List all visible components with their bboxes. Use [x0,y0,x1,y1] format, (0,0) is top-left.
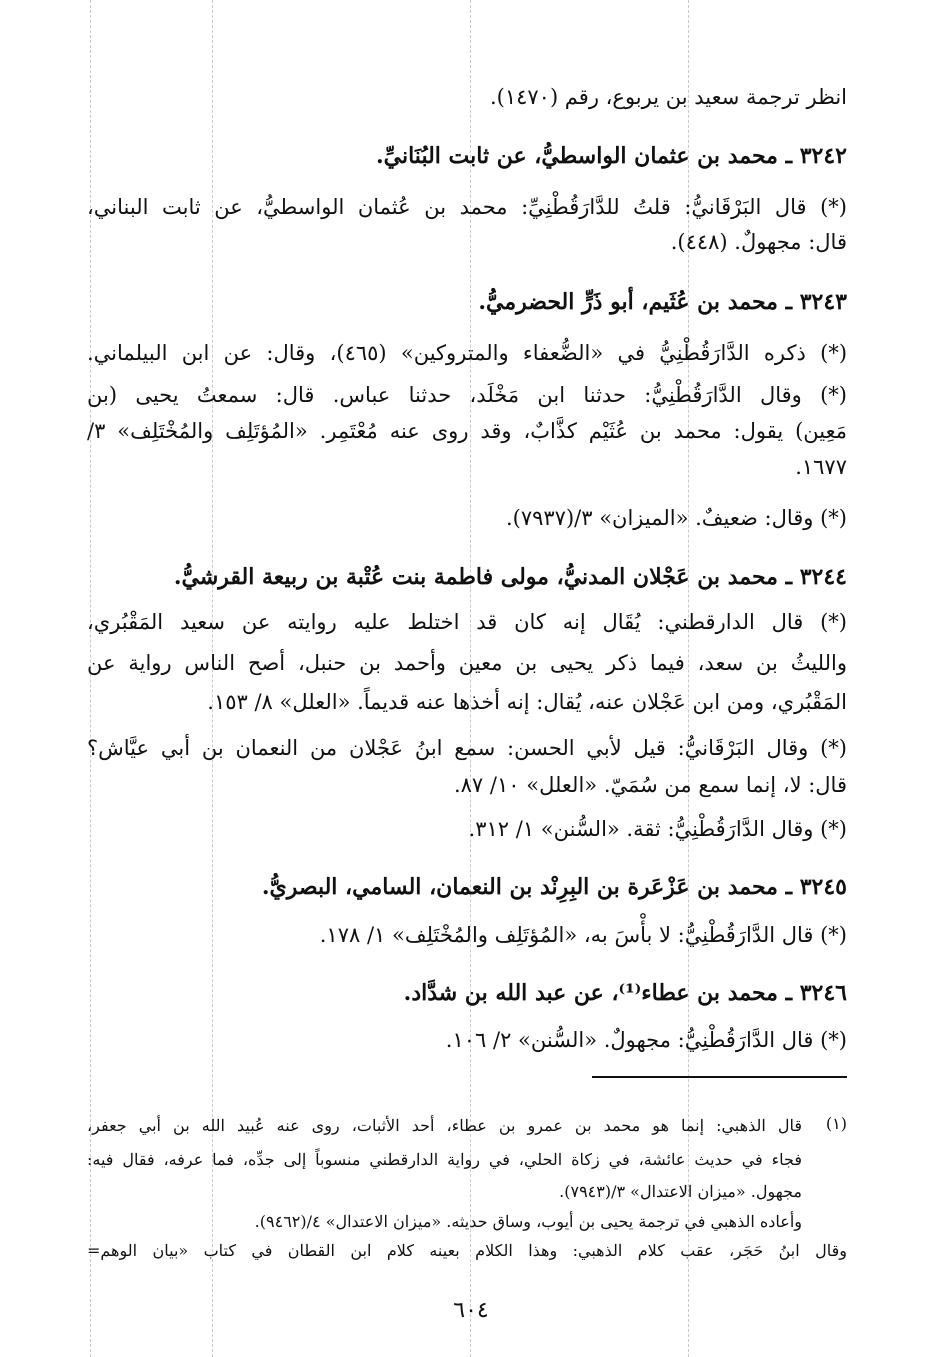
text-line: (*) ذكره الدَّارَقُطْنِيُّ في «الضُّعفاء والمتروكين» (٤٦٥)، وقال: عن ابن البيلماني. [87,341,848,365]
text-line: (*) قال الدارقطني: يُقَال إنه كان قد اختلط عليه روايته عن سعيد المَقْبُري، [87,610,847,634]
footnote-line: وأعاده الذهبي في ترجمة يحيى بن أيوب، وساق حديثه. «ميزان الاعتدال» ٤/(٩٤٦٢). [254,1212,802,1231]
entry-heading: ٣٢٤٣ ـ محمد بن عُثَيم، أبو ذَرٍّ الحضرميُّ. [478,289,847,315]
page-number: ٦٠٤ [453,1298,489,1323]
entry-heading: ٣٢٤٤ ـ محمد بن عَجْلان المدنيُّ، مولى فاطمة بنت عُتْبة بن ربيعة القرشيُّ. [173,564,847,590]
text-line: ١٦٧٧. [795,455,847,479]
text-line: (*) قال البَرْقَانيُّ: قلتُ للدَّارَقُطْنِيِّ: محمد بن عُثمان الواسطيُّ، عن ثابت البناني، [87,195,847,219]
text-line: (*) وقال: ضعيفٌ. «الميزان» ٣/(٧٩٣٧). [505,506,847,530]
text-line: (*) وقال الدَّارَقُطْنِيُّ: حدثنا ابن مَخْلَد، حدثنا عباس. قال: سمعتُ يحيى (بن [87,383,847,407]
footnote-marker: (١) [825,1114,847,1133]
text-line: قال: مجهولٌ. (٤٤٨). [670,230,847,254]
footnote-line: وقال ابنُ حَجَر، عقب كلام الذهبي: وهذا الكلام بعينه كلام ابن القطان في كتاب «بيان الوهم= [87,1241,847,1260]
text-line: (*) قال الدَّارَقُطْنِيُّ: لا بأْسَ به، «المُؤتَلِف والمُخْتَلِف» ١/ ١٧٨. [319,923,847,947]
footnote-line: مجهول. «ميزان الاعتدال» ٣/(٧٩٤٣). [559,1182,802,1201]
entry-heading: ٣٢٤٦ ـ محمد بن عطاء⁽¹⁾، عن عبد الله بن شدَّاد. [403,980,847,1006]
text-line: (*) وقال البَرْقَانيُّ: قيل لأبي الحسن: سمع ابنُ عَجْلان من النعمان بن أبي عيَّاش؟ [87,736,847,760]
text-line: المَقْبُري، ومن ابن عَجْلان عنه، يُقال: إنه أخذها عنه قديماً. «العلل» ٨/ ١٥٣. [207,690,847,714]
text-line: انظر ترجمة سعيد بن يربوع، رقم (١٤٧٠). [489,85,847,109]
entry-heading: ٣٢٤٥ ـ محمد بن عَزْعَرة بن البِرِنْد بن النعمان، السامي، البصريُّ. [261,874,847,900]
entry-heading: ٣٢٤٢ ـ محمد بن عثمان الواسطيُّ، عن ثابت البُنَانيِّ. [375,143,847,169]
text-line: (*) قال الدَّارَقُطْنِيُّ: مجهولٌ. «السُّنن» ٢/ ١٠٦. [445,1028,847,1052]
text-line: والليثُ بن سعد، فيما ذكر يحيى بن معين وأحمد بن حنبل، أصح الناس رواية عن [87,651,847,675]
text-line: مَعِين) يقول: محمد بن عُثَيْم كذَّابٌ، وقد روى عنه مُعْتَمِر. «المُؤتَلِف والمُخْتَلِف» ٣/ [87,419,847,443]
text-line: (*) وقال الدَّارَقُطْنِيُّ: ثقة. «السُّنن» ١/ ٣١٢. [468,817,847,841]
footnote-line: فجاء في حديث عائشة، في زكاة الحلي، في رواية الدارقطني منسوباً إلى جدِّه، فما عرفه، فقال فيه: [87,1150,802,1169]
text-line: قال: لا، إنما سمع من سُمَيّ. «العلل» ١٠/ ٨٧. [453,773,847,797]
footnote-separator [592,1076,847,1078]
footnote-line: قال الذهبي: إنما هو محمد بن عمرو بن عطاء، أحد الأثبات، روى عنه عُبيد الله بن أبي جعفر، [87,1116,802,1135]
